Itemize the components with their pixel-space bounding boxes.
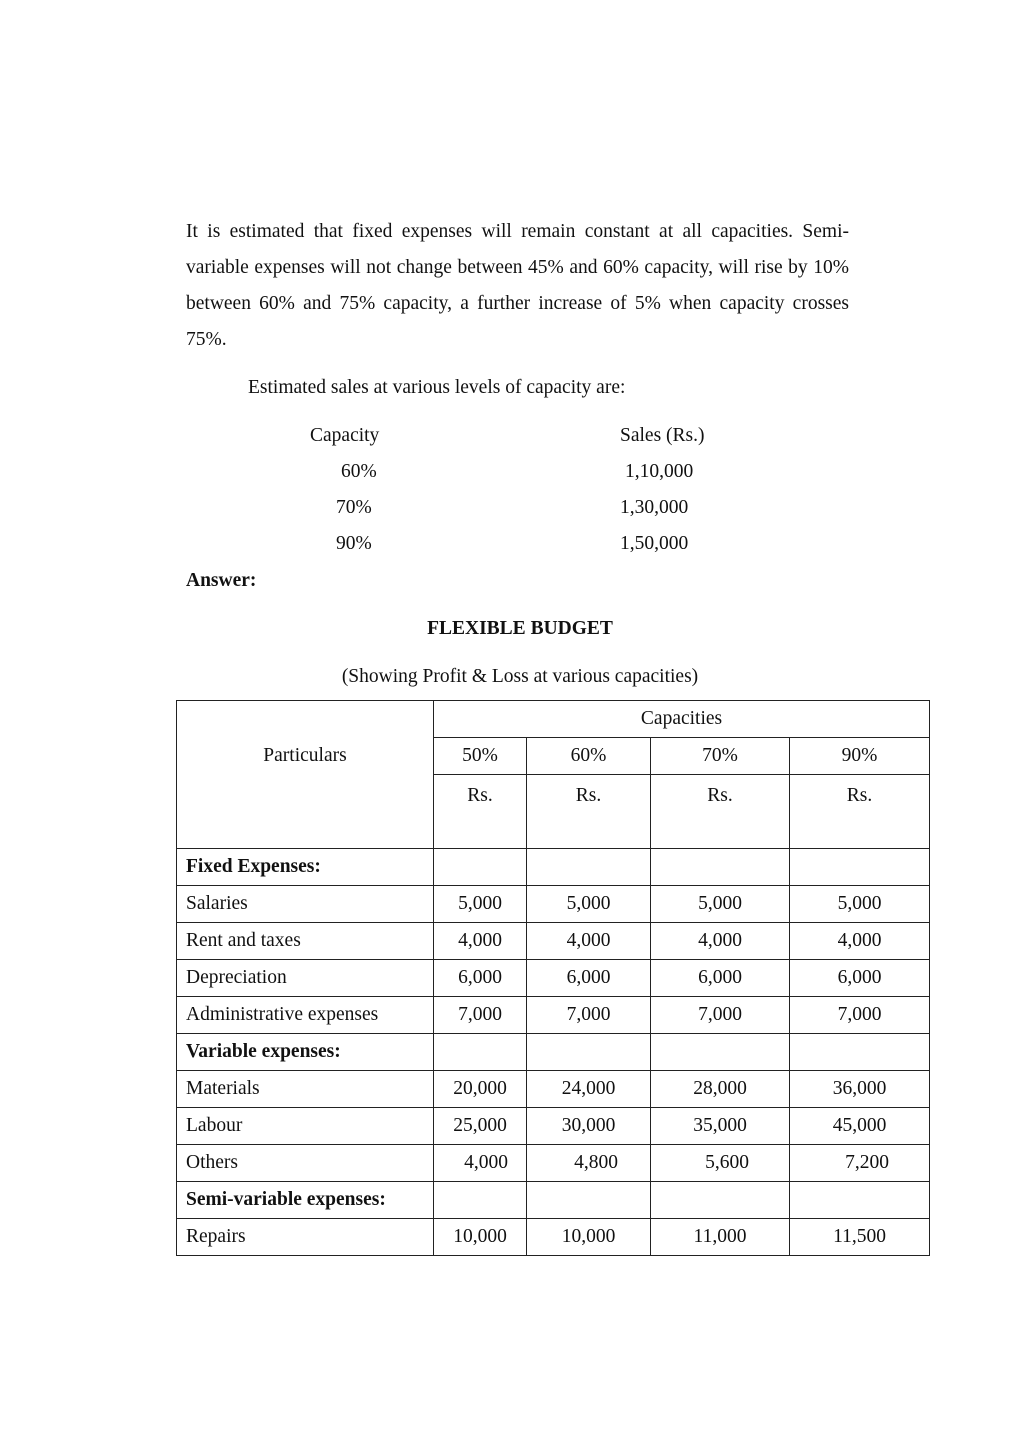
section-heading: Semi-variable expenses: <box>177 1182 434 1219</box>
row-label: Materials <box>177 1071 434 1108</box>
row-label: Salaries <box>177 886 434 923</box>
cell-value: 6,000 <box>434 960 527 997</box>
row-label: Repairs <box>177 1219 434 1256</box>
sales-header-sales: Sales (Rs.) <box>620 425 705 446</box>
cell-value: 6,000 <box>790 960 930 997</box>
cell-value: 20,000 <box>434 1071 527 1108</box>
table-row <box>177 1034 930 1071</box>
cell-value <box>790 1182 930 1219</box>
table-row <box>177 1108 930 1145</box>
cell-value <box>790 1034 930 1071</box>
cell-value <box>527 1182 651 1219</box>
cell-value: 24,000 <box>527 1071 651 1108</box>
currency-label: Rs. <box>434 775 527 849</box>
cell-value: 36,000 <box>790 1071 930 1108</box>
capacity-percent: 60% <box>527 738 651 775</box>
cell-value <box>651 1034 790 1071</box>
sales-row <box>0 456 1024 492</box>
table-header-row <box>177 701 930 738</box>
flexible-budget-table <box>176 700 930 1256</box>
table-row <box>177 1071 930 1108</box>
cell-value: 5,000 <box>527 886 651 923</box>
cell-value: 28,000 <box>651 1071 790 1108</box>
table-row <box>177 1219 930 1256</box>
table-row <box>177 886 930 923</box>
capacities-header: Capacities <box>434 701 930 738</box>
cell-value <box>434 1182 527 1219</box>
sales-header-capacity: Capacity <box>310 425 380 446</box>
cell-value: 4,800 <box>527 1145 651 1182</box>
row-label: Rent and taxes <box>177 923 434 960</box>
cell-value: 35,000 <box>651 1108 790 1145</box>
sales-header-row <box>0 420 1024 456</box>
cell-value: 7,000 <box>527 997 651 1034</box>
cell-value <box>651 1182 790 1219</box>
currency-label: Rs. <box>527 775 651 849</box>
cell-value <box>434 1034 527 1071</box>
row-label: Administrative expenses <box>177 997 434 1034</box>
sales-capacity: 60% <box>341 461 377 482</box>
cell-value: 10,000 <box>527 1219 651 1256</box>
budget-subtitle: (Showing Profit & Loss at various capacities) <box>341 666 699 687</box>
cell-value: 7,000 <box>790 997 930 1034</box>
table-row <box>177 997 930 1034</box>
intro-paragraph: It is estimated that fixed expenses will remain constant at all capacities. Semi-variable expenses will not change between 45% and 60% capacity, will rise by 10% between 60% and 75% capacity, a further increase of 5% when capacity crosses 75%. <box>186 221 849 350</box>
cell-value: 4,000 <box>527 923 651 960</box>
cell-value: 5,600 <box>651 1145 790 1182</box>
cell-value: 7,200 <box>790 1145 930 1182</box>
budget-title: FLEXIBLE BUDGET <box>427 618 613 639</box>
row-label: Others <box>177 1145 434 1182</box>
section-heading: Fixed Expenses: <box>177 849 434 886</box>
sales-row <box>0 528 1024 564</box>
cell-value: 6,000 <box>527 960 651 997</box>
cell-value: 4,000 <box>434 1145 527 1182</box>
cell-value: 4,000 <box>434 923 527 960</box>
cell-value <box>527 849 651 886</box>
cell-value <box>790 849 930 886</box>
sales-value: 1,50,000 <box>620 533 689 554</box>
capacity-percent: 90% <box>790 738 930 775</box>
section-heading: Variable expenses: <box>177 1034 434 1071</box>
cell-value <box>651 849 790 886</box>
row-label: Depreciation <box>177 960 434 997</box>
sales-capacity: 90% <box>336 533 372 554</box>
cell-value: 30,000 <box>527 1108 651 1145</box>
row-label: Labour <box>177 1108 434 1145</box>
table-row <box>177 1182 930 1219</box>
particulars-header: Particulars <box>177 701 434 849</box>
cell-value: 11,500 <box>790 1219 930 1256</box>
cell-value <box>527 1034 651 1071</box>
cell-value: 7,000 <box>434 997 527 1034</box>
cell-value: 7,000 <box>651 997 790 1034</box>
table-row <box>177 923 930 960</box>
table-row <box>177 960 930 997</box>
sales-capacity: 70% <box>336 497 372 518</box>
sales-intro: Estimated sales at various levels of capacity are: <box>248 377 626 398</box>
cell-value: 25,000 <box>434 1108 527 1145</box>
cell-value: 5,000 <box>651 886 790 923</box>
cell-value <box>434 849 527 886</box>
table-row <box>177 1145 930 1182</box>
sales-row <box>0 492 1024 528</box>
currency-label: Rs. <box>790 775 930 849</box>
cell-value: 4,000 <box>651 923 790 960</box>
cell-value: 10,000 <box>434 1219 527 1256</box>
table-row <box>177 849 930 886</box>
cell-value: 4,000 <box>790 923 930 960</box>
sales-value: 1,30,000 <box>620 497 689 518</box>
sales-value: 1,10,000 <box>625 461 694 482</box>
capacity-percent: 50% <box>434 738 527 775</box>
cell-value: 6,000 <box>651 960 790 997</box>
answer-label: Answer: <box>186 570 257 591</box>
currency-label: Rs. <box>651 775 790 849</box>
cell-value: 5,000 <box>790 886 930 923</box>
capacity-percent: 70% <box>651 738 790 775</box>
cell-value: 5,000 <box>434 886 527 923</box>
sales-table <box>0 420 1024 564</box>
cell-value: 45,000 <box>790 1108 930 1145</box>
cell-value: 11,000 <box>651 1219 790 1256</box>
